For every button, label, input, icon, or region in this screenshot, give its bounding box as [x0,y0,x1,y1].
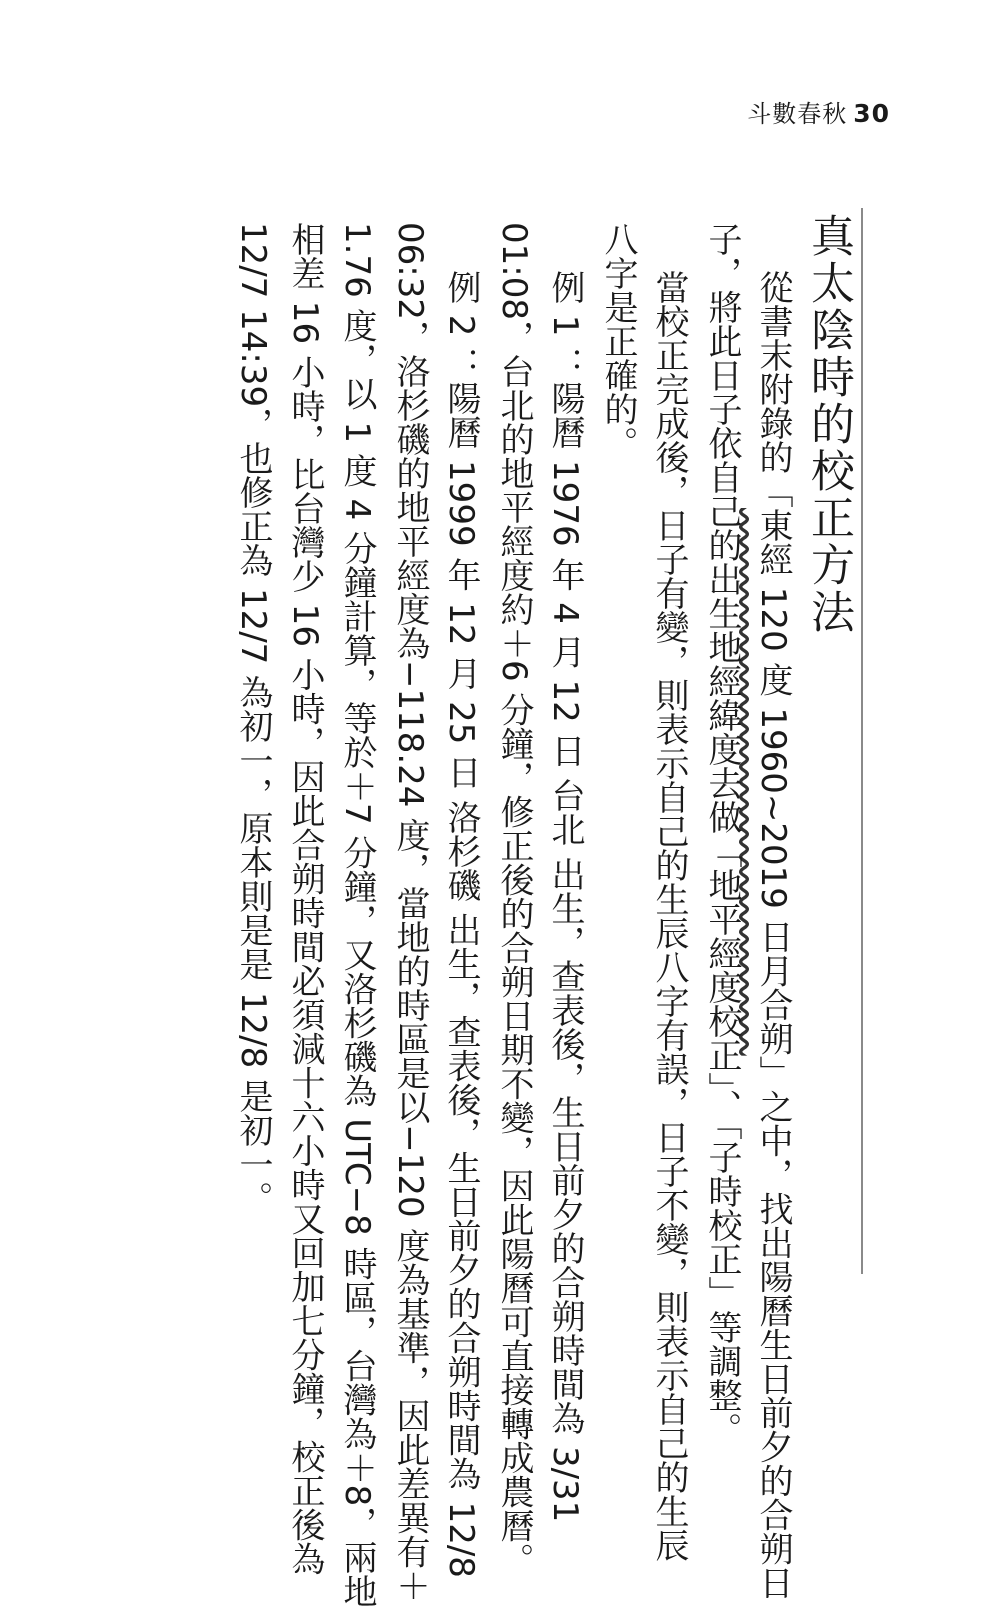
book-title: 斗數春秋 [747,100,848,128]
body-column-3: 當校正完成後，日子有變，則表示自己的生辰八字有誤，日子不變，則表示自己的生辰 [649,270,689,1562]
body-column-1 [753,270,793,1600]
example-1-line-2: 01:08，台北的地平經度約＋6 分鐘，修正後的合朔日期不變，因此陽曆可直接轉成農曆。 [494,222,534,1577]
body-text: 從書末附錄的「 [753,270,793,508]
body-text: 」之中，找出陽曆生日前夕的合朔日 [753,1055,793,1600]
example-1-line-1: 例 1 ：陽曆 1976 年 4 月 12 日 台北 出生，查表後，生日前夕的合朔時間為 3/31 [545,270,585,1523]
example-2-line-2: 06:32，洛杉磯的地平經度為−118.24 度，當地的時區是以−120 度為基準，因此差異有＋ [390,222,430,1603]
section-title: 真太陰時的校正方法 [803,213,854,636]
example-2-line-3: 1.76 度，以 1 度 4 分鐘計算，等於＋7 分鐘，又洛杉磯為 UTC−8 時區，台灣為＋8，兩地 [337,222,377,1608]
title-rule [861,208,863,1274]
body-column-4: 八字是正確的。 [598,222,638,460]
example-2-line-4: 相差 16 小時，比台灣少 16 小時，因此合朔時間必須減十六小時又回加七分鐘，校正後為 [285,222,325,1576]
page-number: 30 [853,99,890,128]
running-header [747,94,890,129]
example-2-line-1: 例 2 ：陽曆 1999 年 12 月 25 日 洛杉磯 出生，查表後，生日前夕的合朔時間為 12/8 [441,270,481,1578]
example-2-line-5: 12/7 14:39，也修正為 12/7 為初一，原本則是是 12/8 是初一。 [233,222,273,1216]
emphasized-reference: 東經 120 度 1960~2019 日月合朔 [753,508,793,1056]
body-column-2: 子，將此日子依自己的出生地經緯度去做「地平經度校正」、「子時校正」等調整。 [702,222,742,1446]
